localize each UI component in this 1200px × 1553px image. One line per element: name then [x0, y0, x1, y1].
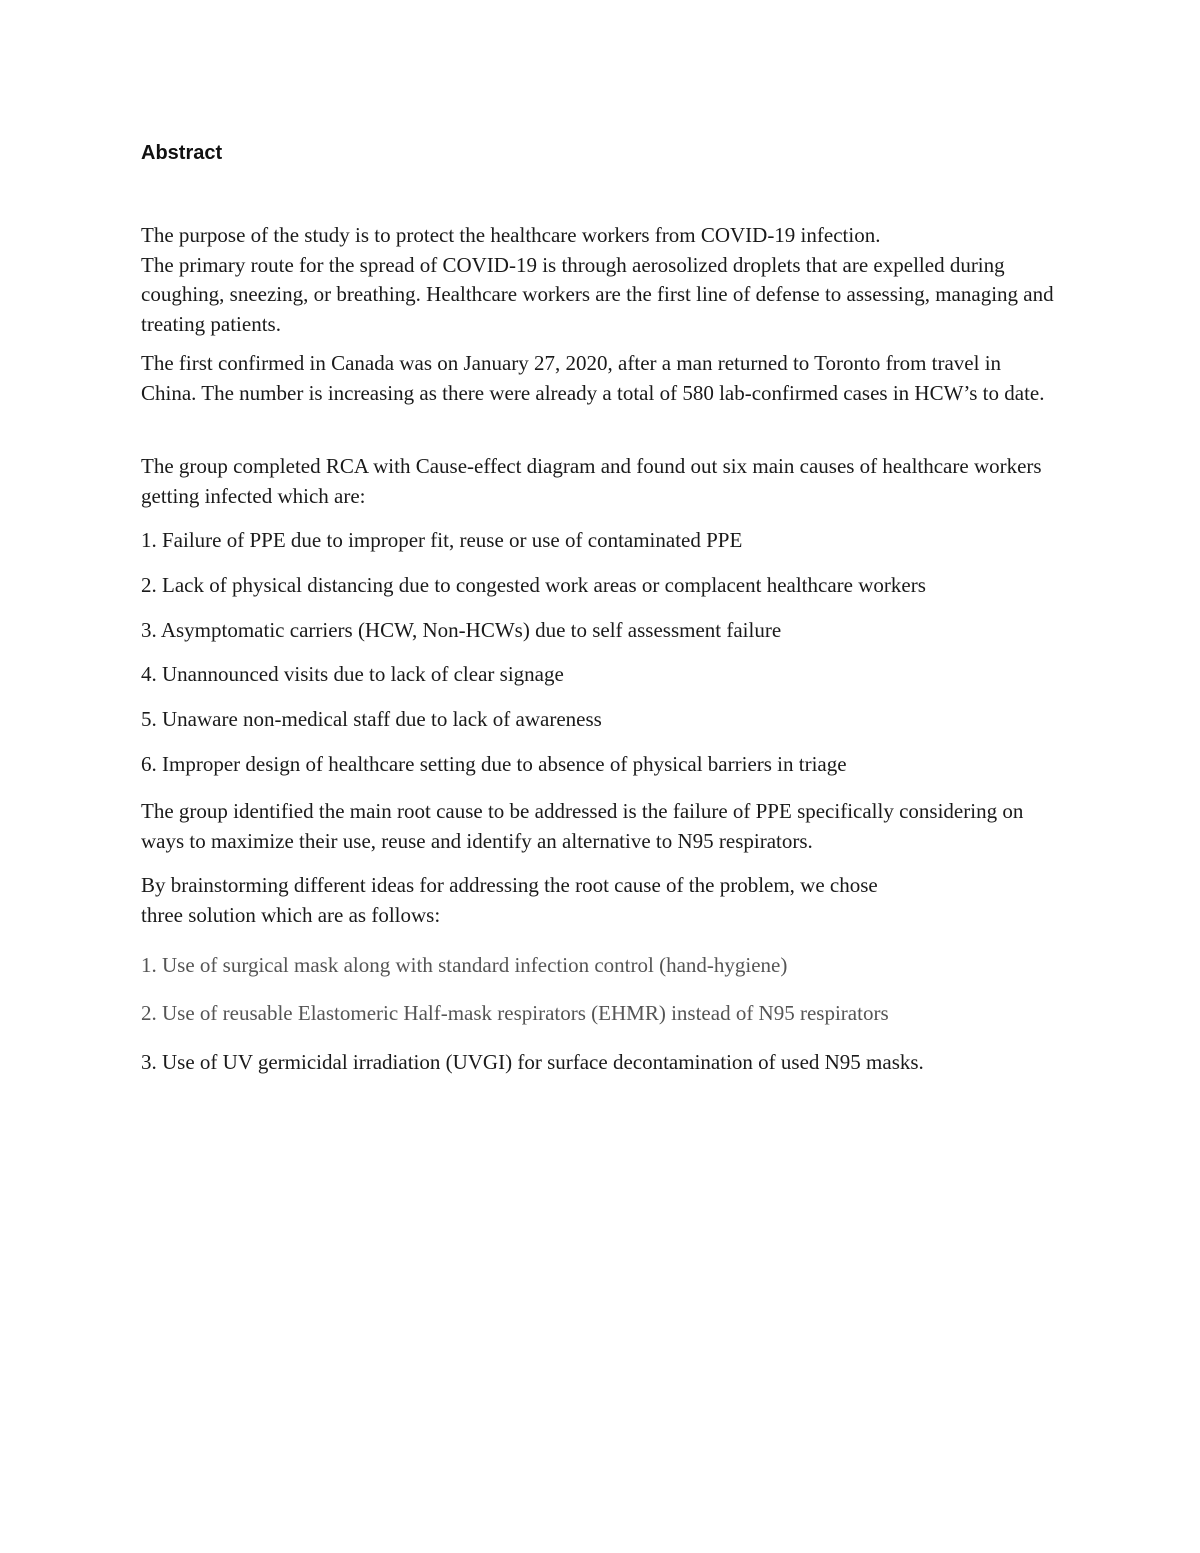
brainstorm-paragraph — [141, 871, 1061, 930]
brainstorm-line-1: By brainstorming different ideas for addressing the root cause of the problem, we chose — [141, 873, 878, 897]
cause-item-1: 1. Failure of PPE due to improper fit, reuse or use of contaminated PPE — [141, 528, 743, 552]
intro-line-purpose: The purpose of the study is to protect the healthcare workers from COVID-19 infection. — [141, 223, 881, 247]
solution-item-3: 3. Use of UV germicidal irradiation (UVGI) for surface decontamination of used N95 masks. — [141, 1050, 924, 1074]
cause-item-2: 2. Lack of physical distancing due to congested work areas or complacent healthcare workers — [141, 573, 926, 597]
root-cause-paragraph: The group identified the main root cause to be addressed is the failure of PPE specifically considering on ways to maximize their use, reuse and identify an alternative to N95 respirators. — [141, 799, 1024, 853]
intro-paragraph — [141, 221, 1061, 339]
intro-line-route: The primary route for the spread of COVID-19 is through aerosolized droplets that are expelled during coughing, sneezing, or breathing. Healthcare workers are the first line of defense to assessing, managing and treating patients. — [141, 252, 1054, 336]
solution-item-1: 1. Use of surgical mask along with standard infection control (hand-hygiene) — [141, 953, 788, 977]
abstract-heading: Abstract — [141, 142, 223, 164]
brainstorm-line-2: three solution which are as follows: — [141, 902, 441, 927]
cause-item-6: 6. Improper design of healthcare setting due to absence of physical barriers in triage — [141, 752, 847, 776]
cause-item-5: 5. Unaware non-medical staff due to lack of awareness — [141, 707, 602, 731]
cause-item-4: 4. Unannounced visits due to lack of clear signage — [141, 662, 564, 686]
rca-paragraph: The group completed RCA with Cause-effect diagram and found out six main causes of healthcare workers getting infected which are: — [141, 454, 1042, 508]
confirmed-case-paragraph: The first confirmed in Canada was on January 27, 2020, after a man returned to Toronto from travel in China. The number is increasing as there were already a total of 580 lab-confirmed cases in HCW’s to date. — [141, 351, 1045, 405]
cause-item-3: 3. Asymptomatic carriers (HCW, Non-HCWs) due to self assessment failure — [141, 618, 782, 642]
solution-item-2: 2. Use of reusable Elastomeric Half-mask respirators (EHMR) instead of N95 respirators — [141, 1001, 889, 1025]
